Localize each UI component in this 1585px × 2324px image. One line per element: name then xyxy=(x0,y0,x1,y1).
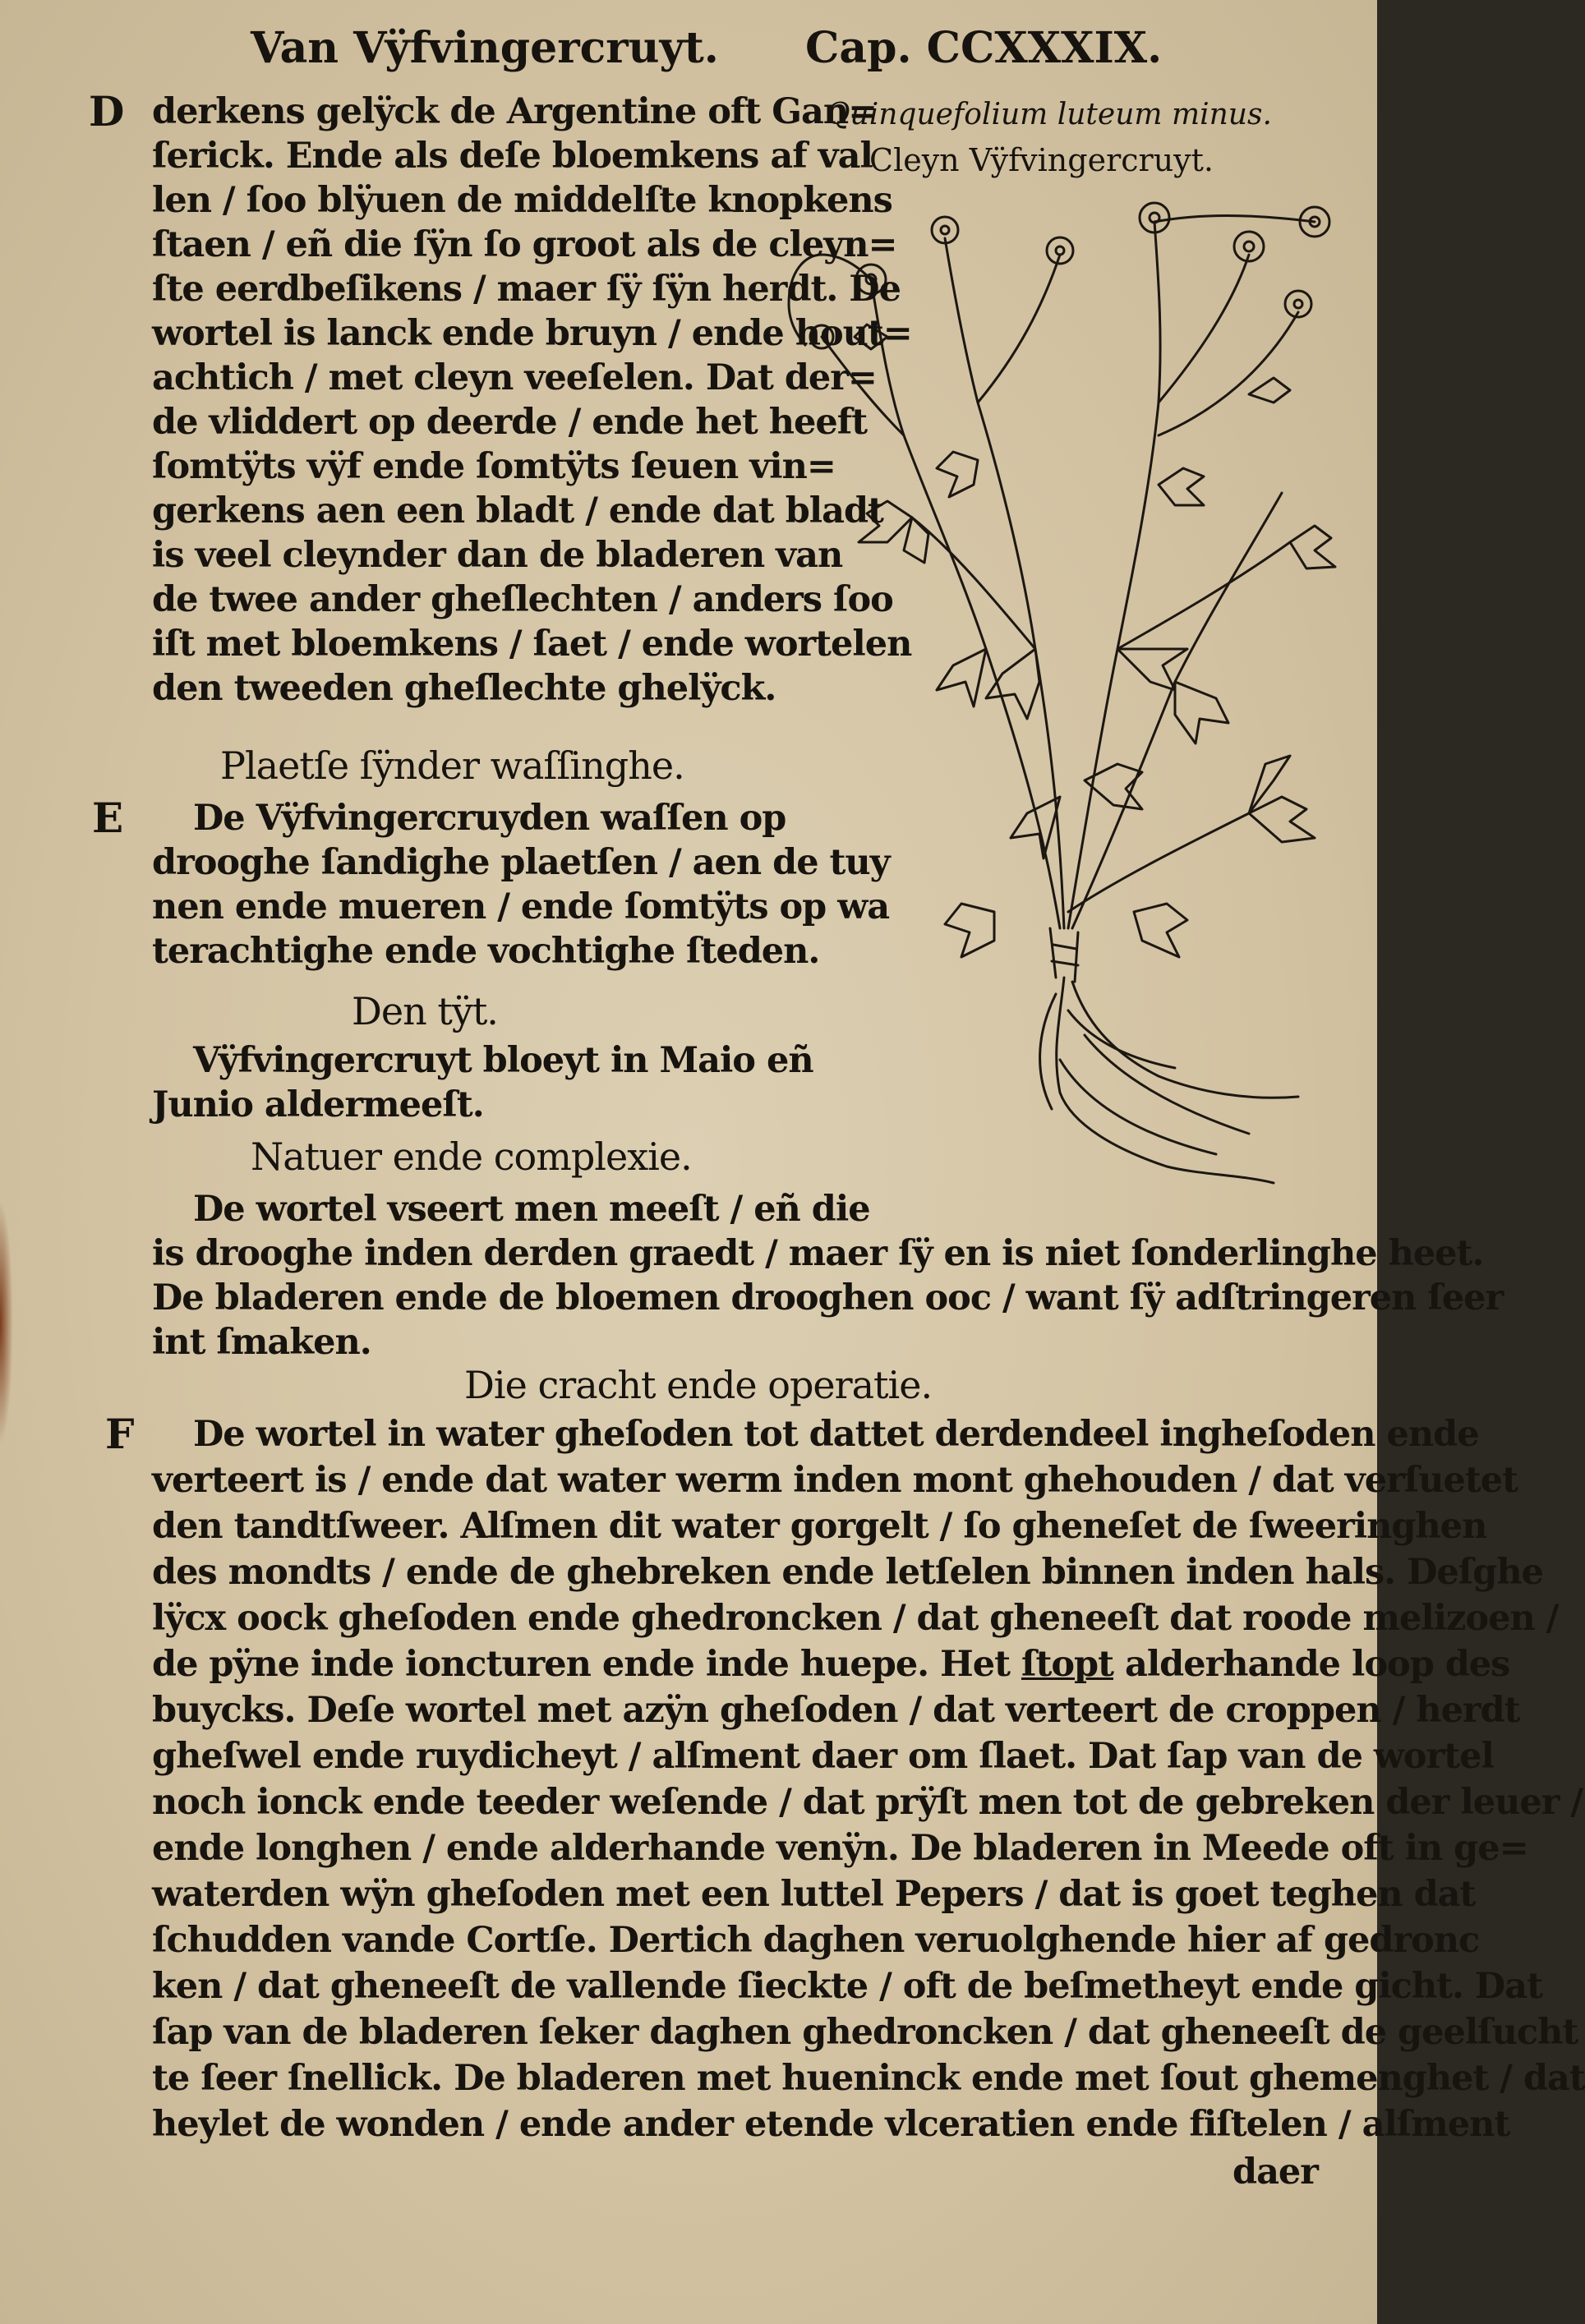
text-line: De Vÿfvingercruyden waſſen op xyxy=(193,798,786,839)
text-line: te ſeer ſnellick. De bladeren met hueninck ende met ſout ghemenghet / dat xyxy=(152,2058,1585,2099)
paragraph-marker-f: F xyxy=(105,1410,135,1458)
text-line: den tweeden gheſlechte ghelÿck. xyxy=(152,668,776,709)
text-segment: de pÿne inde ioncturen ende inde huepe. xyxy=(152,1644,929,1685)
text-line: gheſwel ende ruydicheyt / alſment daer om ſlaet. Dat ſap van de wortel xyxy=(152,1736,1494,1777)
text-line: noch ionck ende teeder weſende / dat prÿſt men tot de gebreken der leuer / xyxy=(152,1782,1583,1823)
text-line: derkens gelÿck de Argentine oft Gan= xyxy=(152,91,878,132)
text-line: ſerick. Ende als deſe bloemkens af val xyxy=(152,136,873,177)
text-line: Junio aldermeeſt. xyxy=(152,1084,484,1125)
text-line: nen ende mueren / ende ſomtÿts op wa xyxy=(152,886,890,927)
text-line: lÿcx oock gheſoden ende ghedroncken / dat gheneeſt dat roode melizoen / xyxy=(152,1598,1559,1639)
text-line: den tandtſweer. Alſmen dit water gorgelt / ſo gheneſet de ſweeringhen xyxy=(152,1506,1487,1547)
text-line: De bladeren ende de bloemen drooghen ooc / want ſÿ adſtringeren ſeer xyxy=(152,1277,1504,1318)
text-line: heylet de wonden / ende ander etende vlceratien ende fiſtelen / alſment xyxy=(152,2104,1510,2145)
text-segment: Het xyxy=(940,1644,1010,1685)
running-title: Van Vÿfvingercruyt. xyxy=(251,23,719,73)
text-line: verteert is / ende dat water werm inden mont ghehouden / dat verſuetet xyxy=(152,1460,1518,1501)
chapter-number: Cap. CCXXXIX. xyxy=(805,23,1163,73)
text-line: wortel is lanck ende bruyn / ende hout= xyxy=(152,313,912,354)
text-line: ſte eerdbeſikens / maer ſÿ ſÿn herdt. De xyxy=(152,269,901,310)
text-line: is veel cleynder dan de bladeren van xyxy=(152,535,843,576)
text-line: ſap van de bladeren ſeker daghen ghedroncken / dat gheneeſt de geelſucht xyxy=(152,2012,1578,2053)
text-line: drooghe ſandighe plaetſen / aen de tuy xyxy=(152,842,890,883)
text-line: ſomtÿts vÿf ende ſomtÿts ſeuen vin= xyxy=(152,446,836,487)
text-line: terachtighe ende vochtighe ſteden. xyxy=(152,931,820,972)
figure-latin-title: Quinquefolium luteum minus. xyxy=(826,98,1272,131)
figure-dutch-title: Cleyn Vÿfvingercruyt. xyxy=(869,142,1214,178)
text-line: de twee ander gheſlechten / anders ſoo xyxy=(152,579,893,620)
heading-time: Den tÿt. xyxy=(352,989,498,1033)
text-line: ſchudden vande Cortſe. Dertich daghen veruolghende hier af gedronc xyxy=(152,1920,1480,1961)
text-line: int ſmaken. xyxy=(152,1322,371,1363)
text-line: De wortel in water gheſoden tot dattet derdendeel ingheſoden ende xyxy=(193,1414,1479,1455)
paragraph-marker-d: D xyxy=(89,87,125,136)
text-line: Vÿfvingercruyt bloeyt in Maio eñ xyxy=(193,1040,813,1081)
text-line: de vliddert op deerde / ende het heeft xyxy=(152,402,868,443)
paragraph-marker-e: E xyxy=(92,794,124,842)
text-line: ende longhen / ende alderhande venÿn. De bladeren in Meede oft in ge= xyxy=(152,1828,1528,1869)
text-line: buycks. Deſe wortel met azÿn gheſoden / dat verteert de croppen / herdt xyxy=(152,1690,1520,1731)
text-line xyxy=(152,1643,1509,1686)
text-line: des mondts / ende de ghebreken ende letſelen binnen inden hals. Deſghe xyxy=(152,1552,1543,1593)
text-line: is drooghe inden derden graedt / maer ſÿ en is niet ſonderlinghe heet. xyxy=(152,1233,1484,1274)
text-line: len / ſoo blÿuen de middelſte knopkens xyxy=(152,180,892,221)
underlined-word: ſtopt xyxy=(1021,1644,1113,1685)
heading-nature: Natuer ende complexie. xyxy=(251,1134,692,1179)
heading-power: Die cracht ende operatie. xyxy=(464,1363,933,1407)
text-line: ſtaen / eñ die ſÿn ſo groot als de cleyn= xyxy=(152,224,897,265)
page-edge-stain xyxy=(0,1199,13,1446)
text-line: ken / dat gheneeſt de vallende ſieckte / oft de beſmetheyt ende gicht. Dat xyxy=(152,1966,1542,2007)
text-line: achtich / met cleyn veeſelen. Dat der= xyxy=(152,357,877,398)
catchword: daer xyxy=(1233,2151,1318,2193)
text-line: De wortel vseert men meeſt / eñ die xyxy=(193,1189,870,1230)
leaf-drawings xyxy=(855,324,1335,957)
root-drawing xyxy=(1040,928,1298,1183)
text-line: waterden wÿn gheſoden met een luttel Pepers / dat is goet teghen dat xyxy=(152,1874,1476,1915)
text-line: iſt met bloemkens / ſaet / ende wortelen xyxy=(152,624,912,665)
text-segment: alderhande loop des xyxy=(1124,1644,1510,1685)
heading-place: Plaetſe ſÿnder waſſinghe. xyxy=(220,743,684,788)
text-line: gerkens aen een bladt / ende dat bladt xyxy=(152,490,883,532)
